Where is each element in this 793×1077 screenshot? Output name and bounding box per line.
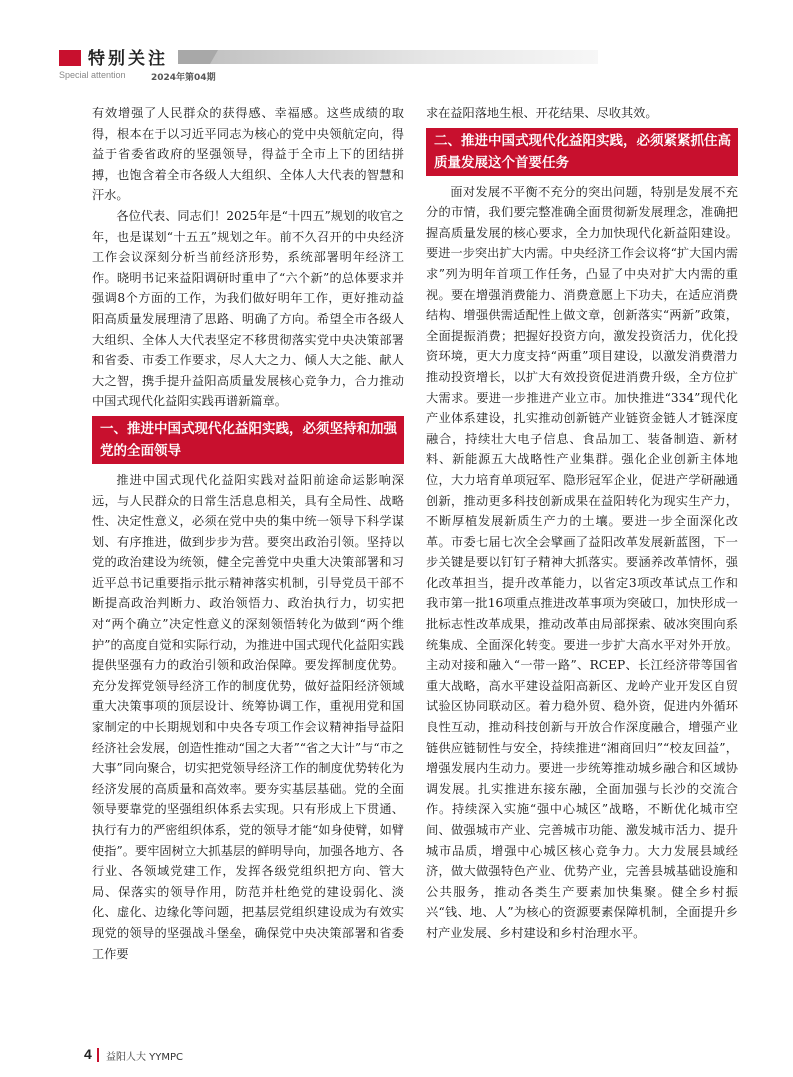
header-red-block: [59, 50, 81, 66]
paragraph: 有效增强了人民群众的获得感、幸福感。这些成绩的取得，根本在于以习近平同志为核心的党中央领航定向，得益于省委省政府的坚强领导，得益于全市上下的团结拼搏，也饱含着全市各级人大组织、全体人大代表的智慧和汗水。: [92, 106, 404, 203]
section-heading-1: 一、推进中国式现代化益阳实践，必须坚持和加强党的全面领导: [92, 416, 404, 464]
page-header: [0, 0, 793, 92]
paragraph: 面对发展不平衡不充分的突出问题，特别是发展不充分的市情，我们要完整准确全面贯彻新发展理念，准确把握高质量发展的核心要求，全力加快现代化新益阳建设。要进一步突出扩大内需。中央经济工作会议将“扩大国内需求”列为明年首项工作任务，凸显了中央对扩大内需的重视。要在增强消费能力、消费意愿上下功夫，在适应消费结构、增强供需适配性上做文章，创新落实“两新”政策，全面提振消费；把握好投资方向，激发投资活力，优化投资环境，更大力度支持“两重”项目建设，以激发消费潜力推动投资增长，以扩大有效投资促进消费升级，全方位扩大需求。要进一步推进产业立市。加快推进“334”现代化产业体系建设，扎实推动创新链产业链资金链人才链深度融合，持续壮大电子信息、食品加工、装备制造、新材料、新能源五大战略性产业集群。强化企业创新主体地位，大力培育单项冠军、隐形冠军企业，促进产学研融通创新，推动更多科技创新成果在益阳转化为现实生产力，不断厚植发展新质生产力的土壤。要进一步全面深化改革。市委七届七次全会擘画了益阳改革发展新蓝图，下一步关键是要以钉钉子精神大抓落实。要涵养改革情怀，强化改革担当，提升改革能力，以省定3项改革试点工作和我市第一批16项重点推进改革事项为突破口，加快形成一批标志性改革成果，推动改革由局部探索、破冰突围向系统集成、全面深化转变。要进一步扩大高水平对外开放。主动对接和融入“一带一路”、RCEP、长江经济带等国省重大战略，高水平建设益阳高新区、龙岭产业开发区自贸试验区协同联动区。着力稳外贸、稳外资，促进内外循环良性互动，推动科技创新与开放合作深度融合，增强产业链供应链韧性与安全，持续推进“湘商回归”“校友回益”，增强发展内生动力。要进一步统筹推动城乡融合和区域协调发展。扎实推进东接东融，全面加强与长沙的交流合作。持续深入实施“强中心城区”战略，不断优化城市空间、做强城市产业、完善城市功能、激发城市活力、提升城市品质，增强中心城区核心竞争力。大力发展县域经济，做大做强特色产业、优势产业，完善县城基础设施和公共服务，推动各类生产要素加快集聚。健全乡村振兴“钱、地、人”为核心的资源要素保障机制，全面提升乡村产业发展、乡村建设和乡村治理水平。: [426, 184, 738, 940]
header-decor-bar: [178, 50, 598, 64]
paragraph: 各位代表、同志们！2025年是“十四五”规划的收官之年，也是谋划“十五五”规划之年。前不久召开的中央经济工作会议深刻分析当前经济形势，系统部署明年经济工作。晓明书记来益阳调研时重申了“六个新”的总体要求并强调8个方面的工作，为我们做好明年工作，更好推动益阳高质量发展理清了思路、明确了方向。希望全市各级人大组织、全体人大代表坚定不移贯彻落实党中央决策部署和省委、市委工作要求，尽人大之力、倾人大之能、献人大之智，携手提升益阳高质量发展核心竞争力，合力推动中国式现代化益阳实践再谱新篇章。: [92, 208, 404, 409]
page-number: 4: [84, 1046, 92, 1062]
magazine-name: 益阳人大 YYMPC: [106, 1052, 184, 1063]
issue-label: 2024年第04期: [151, 73, 216, 83]
paragraph: 求在益阳落地生根、开花结果、尽收其效。: [426, 106, 658, 120]
page-footer: [0, 1040, 793, 1070]
section-heading-2: 二、推进中国式现代化益阳实践，必须紧紧抓住高质量发展这个首要任务: [426, 128, 738, 176]
paragraph: 推进中国式现代化益阳实践对益阳前途命运影响深远，与人民群众的日常生活息息相关，具有全局性、战略性、决定性意义，必须在党中央的集中统一领导下科学谋划、有序推进，做到步步为营。要突出政治引领。坚持以党的政治建设为统领，健全完善党中央重大决策部署和习近平总书记重要指示批示精神落实机制，引导党员干部不断提高政治判断力、政治领悟力、政治执行力，切实把对“两个确立”决定性意义的深刻领悟转化为做到“两个维护”的高度自觉和实际行动，为推进中国式现代化益阳实践提供坚强有力的政治引领和政治保障。要发挥制度优势。充分发挥党领导经济工作的制度优势，做好益阳经济领域重大决策事项的顶层设计、统筹协调工作，重视用党和国家制定的中长期规划和中央各专项工作会议精神指导益阳经济社会发展，创造性推动“国之大者”“省之大计”与“市之大事”同向聚合，切实把党领导经济工作的制度优势转化为经济发展的高质量和高效率。要夯实基层基础。党的全面领导要靠党的坚强组织体系去实现。只有形成上下贯通、执行有力的严密组织体系，党的领导才能“如身使臂，如臂使指”。要牢固树立大抓基层的鲜明导向，加强各地方、各行业、各领域党建工作，发挥各级党组织把方向、管大局、保落实的领导作用，防范并杜绝党的建设弱化、淡化、虚化、边缘化等问题，把基层党组织建设成为有效实现党的领导的坚强战斗堡垒，确保党中央决策部署和省委工作要: [92, 472, 404, 961]
right-column: [426, 103, 738, 944]
section-title: 特别关注: [88, 49, 168, 69]
section-subtitle: Special attention: [59, 70, 126, 80]
left-column: [92, 103, 404, 964]
footer-divider: [97, 1048, 99, 1062]
